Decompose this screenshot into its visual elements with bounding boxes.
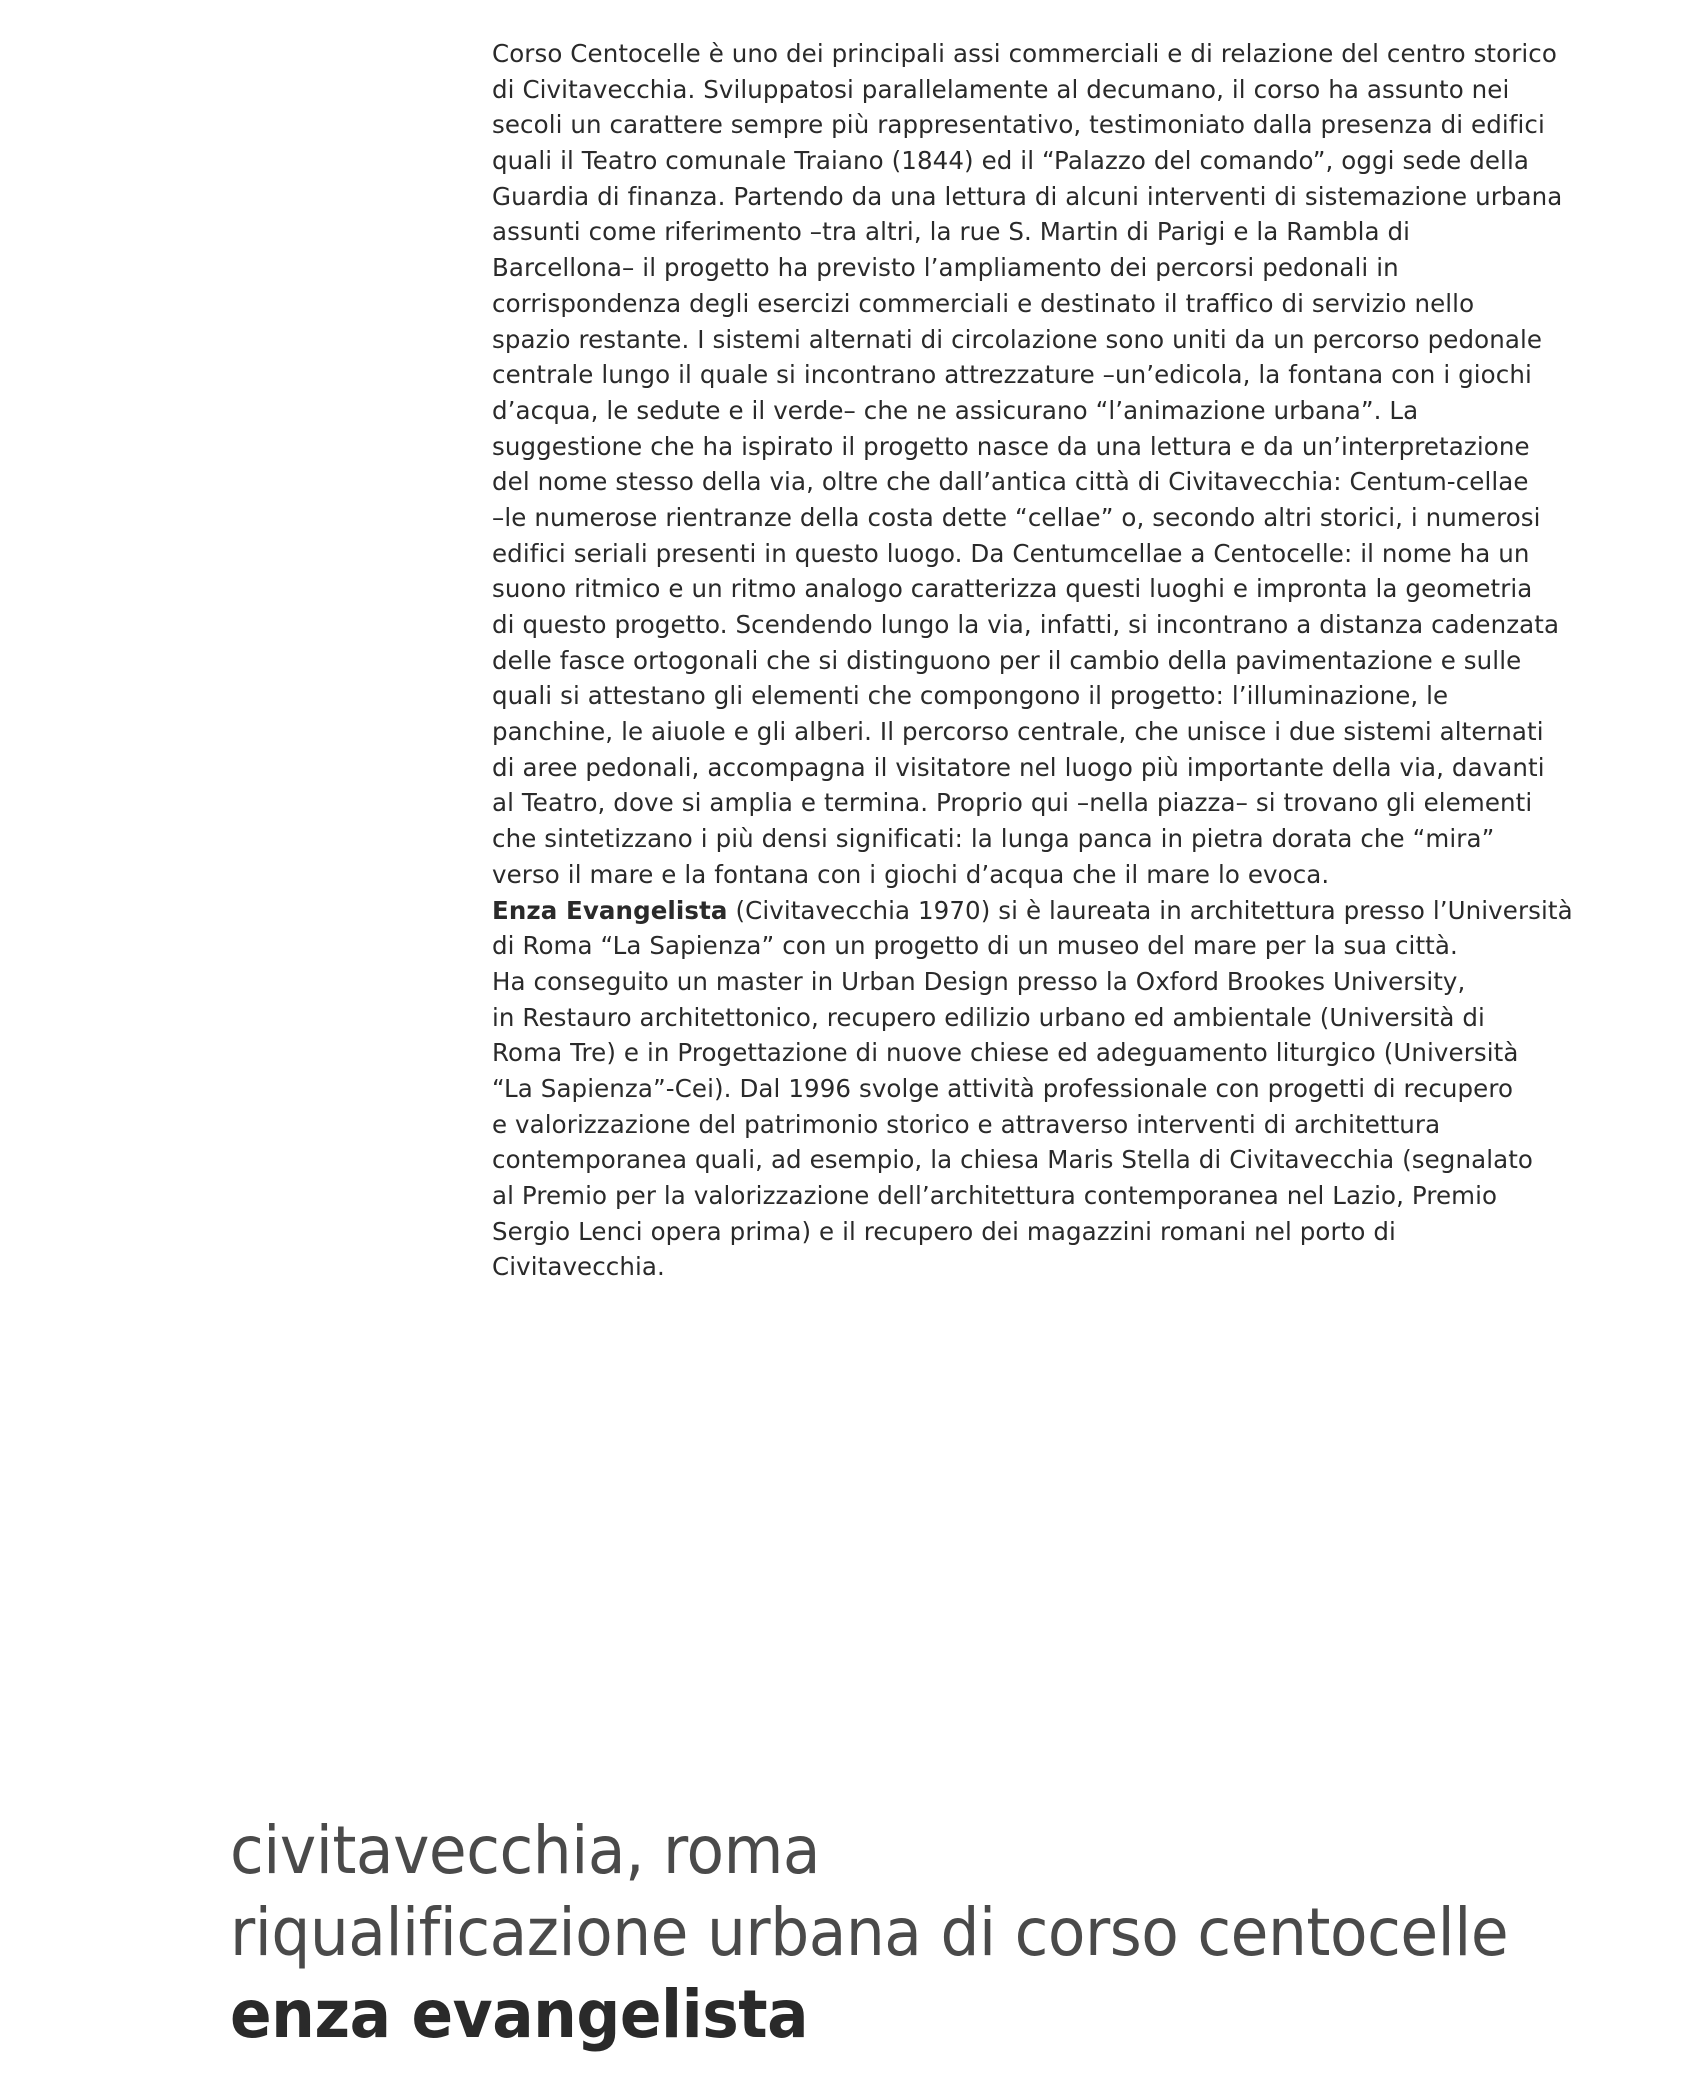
bio-line: Roma Tre) e in Progettazione di nuove chiese ed adeguamento liturgico (Università bbox=[492, 1038, 1519, 1068]
body-line: quali il Teatro comunale Traiano (1844) ed il “Palazzo del comando”, oggi sede della bbox=[492, 146, 1529, 176]
body-line: di Civitavecchia. Sviluppatosi parallelamente al decumano, il corso ha assunto nei bbox=[492, 74, 1510, 104]
bio-line: contemporanea quali, ad esempio, la chiesa Maris Stella di Civitavecchia (segnalato bbox=[492, 1145, 1534, 1175]
title-project: riqualificazione urbana di corso centocelle bbox=[230, 1894, 1509, 1971]
body-line: d’acqua, le sedute e il verde– che ne assicurano “l’animazione urbana”. La bbox=[492, 395, 1419, 425]
bio-line: Civitavecchia. bbox=[492, 1252, 665, 1282]
bio-line: “La Sapienza”-Cei). Dal 1996 svolge attività professionale con progetti di recupero bbox=[492, 1073, 1514, 1103]
body-line: –le numerose rientranze della costa dette “cellae” o, secondo altri storici, i numerosi bbox=[492, 502, 1541, 532]
body-line: Corso Centocelle è uno dei principali assi commerciali e di relazione del centro storico bbox=[492, 39, 1557, 68]
body-line: di aree pedonali, accompagna il visitatore nel luogo più importante della via, davanti bbox=[492, 752, 1545, 782]
body-line: panchine, le aiuole e gli alberi. Il percorso centrale, che unisce i due sistemi alternati bbox=[492, 717, 1544, 747]
body-line: spazio restante. I sistemi alternati di circolazione sono uniti da un percorso pedonale bbox=[492, 324, 1543, 354]
body-line: suono ritmico e un ritmo analogo caratterizza questi luoghi e impronta la geometria bbox=[492, 574, 1533, 604]
body-line: corrispondenza degli esercizi commerciali e destinato il traffico di servizio nello bbox=[492, 288, 1475, 318]
body-line: assunti come riferimento –tra altri, la rue S. Martin di Parigi e la Rambla di bbox=[492, 217, 1411, 247]
bio-first-line bbox=[492, 893, 1632, 929]
bio-line: Sergio Lenci opera prima) e il recupero dei magazzini romani nel porto di bbox=[492, 1216, 1396, 1246]
article-body bbox=[492, 36, 1632, 1285]
author-name: Enza Evangelista bbox=[492, 895, 728, 925]
bio-line: e valorizzazione del patrimonio storico e attraverso interventi di architettura bbox=[492, 1109, 1441, 1139]
bio-line: Ha conseguito un master in Urban Design presso la Oxford Brookes University, bbox=[492, 966, 1466, 996]
title-location: civitavecchia, roma bbox=[230, 1812, 821, 1889]
title-author: enza evangelista bbox=[230, 1976, 809, 2053]
body-line: quali si attestano gli elementi che compongono il progetto: l’illuminazione, le bbox=[492, 681, 1449, 711]
body-line: di questo progetto. Scendendo lungo la via, infatti, si incontrano a distanza cadenzata bbox=[492, 610, 1560, 639]
bio-first-line-text: (Civitavecchia 1970) si è laureata in architettura presso l’Università bbox=[727, 895, 1573, 925]
body-line: edifici seriali presenti in questo luogo. Da Centumcellae a Centocelle: il nome ha un bbox=[492, 538, 1530, 568]
body-line: al Teatro, dove si amplia e termina. Proprio qui –nella piazza– si trovano gli elementi bbox=[492, 788, 1533, 818]
bio-line: al Premio per la valorizzazione dell’architettura contemporanea nel Lazio, Premio bbox=[492, 1181, 1498, 1210]
body-line: Guardia di finanza. Partendo da una lettura di alcuni interventi di sistemazione urbana bbox=[492, 181, 1563, 211]
bio-line: di Roma “La Sapienza” con un progetto di un museo del mare per la sua città. bbox=[492, 931, 1458, 961]
body-line: del nome stesso della via, oltre che dall’antica città di Civitavecchia: Centum-cellae bbox=[492, 467, 1529, 497]
body-line: centrale lungo il quale si incontrano attrezzature –un’edicola, la fontana con i giochi bbox=[492, 360, 1532, 390]
page-title-block bbox=[230, 1810, 1650, 2056]
body-line: suggestione che ha ispirato il progetto nasce da una lettura e da un’interpretazione bbox=[492, 431, 1530, 461]
body-line: secoli un carattere sempre più rappresentativo, testimoniato dalla presenza di edifici bbox=[492, 110, 1545, 140]
bio-line: in Restauro architettonico, recupero edilizio urbano ed ambientale (Università di bbox=[492, 1002, 1485, 1032]
body-line: che sintetizzano i più densi significati: la lunga panca in pietra dorata che “mira” bbox=[492, 824, 1495, 854]
body-line: verso il mare e la fontana con i giochi d’acqua che il mare lo evoca. bbox=[492, 859, 1330, 889]
body-line: Barcellona– il progetto ha previsto l’ampliamento dei percorsi pedonali in bbox=[492, 253, 1399, 283]
body-line: delle fasce ortogonali che si distinguono per il cambio della pavimentazione e sulle bbox=[492, 645, 1522, 675]
